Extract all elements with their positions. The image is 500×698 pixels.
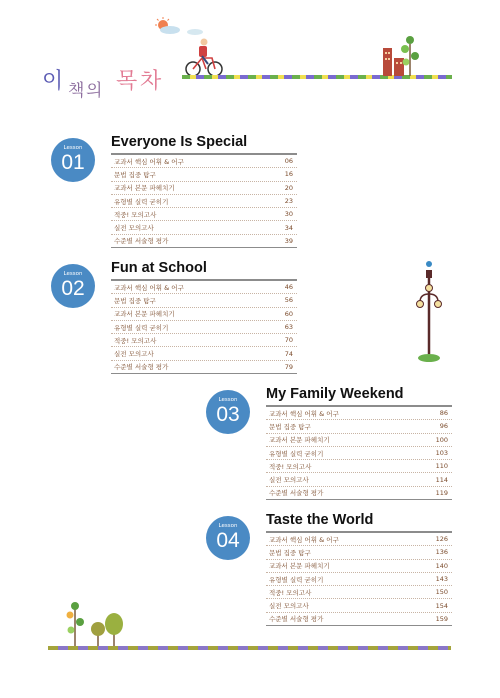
lesson-badge xyxy=(206,390,250,434)
item-name: 교과서 본문 파헤치기 xyxy=(114,310,175,319)
lesson-contents-list xyxy=(111,279,297,374)
item-page: 79 xyxy=(284,362,293,371)
list-item[interactable] xyxy=(266,546,452,559)
item-page: 110 xyxy=(435,462,448,471)
item-name: 교과서 본문 파헤치기 xyxy=(114,184,175,193)
item-page: 150 xyxy=(435,588,448,597)
title-char: 차 xyxy=(140,69,162,94)
list-item[interactable] xyxy=(111,208,297,221)
item-page: 96 xyxy=(439,422,448,431)
sun-cloud-illustration xyxy=(150,16,184,36)
item-name: 문법 집중 탐구 xyxy=(114,296,156,305)
item-page: 63 xyxy=(284,323,293,332)
item-name: 교과서 핵심 어휘 & 어구 xyxy=(114,157,184,166)
lesson-number: 02 xyxy=(61,277,85,300)
list-item[interactable] xyxy=(111,361,297,374)
list-item[interactable] xyxy=(111,235,297,248)
item-page: 16 xyxy=(284,170,293,179)
item-page: 126 xyxy=(435,535,448,544)
list-item[interactable] xyxy=(266,487,452,500)
item-name: 수준별 서술형 평가 xyxy=(269,615,324,624)
lesson-badge xyxy=(51,264,95,308)
lesson-contents-list xyxy=(111,153,297,248)
item-name: 실전 모의고사 xyxy=(269,476,309,485)
item-page: 103 xyxy=(435,449,448,458)
item-page: 23 xyxy=(284,197,293,206)
item-page: 56 xyxy=(284,296,293,305)
item-page: 114 xyxy=(435,475,448,484)
list-item[interactable] xyxy=(111,321,297,334)
item-page: 86 xyxy=(439,409,448,418)
item-page: 06 xyxy=(284,157,293,166)
item-name: 적중! 모의고사 xyxy=(269,462,312,471)
item-name: 교과서 핵심 어휘 & 어구 xyxy=(269,535,339,544)
list-item[interactable] xyxy=(266,420,452,433)
item-name: 유형별 실력 굳히기 xyxy=(269,575,324,584)
list-item[interactable] xyxy=(111,334,297,347)
title-char: 이 xyxy=(42,69,64,94)
item-name: 교과서 본문 파헤치기 xyxy=(269,562,330,571)
list-item[interactable] xyxy=(266,434,452,447)
item-page: 39 xyxy=(284,236,293,245)
item-page: 119 xyxy=(435,488,448,497)
item-page: 70 xyxy=(284,336,293,345)
item-name: 교과서 핵심 어휘 & 어구 xyxy=(114,283,184,292)
lesson-badge-label: Lesson xyxy=(63,145,83,151)
street-lamp-illustration xyxy=(414,258,444,362)
list-item[interactable] xyxy=(111,347,297,360)
item-name: 수준별 서술형 평가 xyxy=(114,363,169,372)
list-item[interactable] xyxy=(266,613,452,626)
item-name: 적중! 모의고사 xyxy=(114,336,157,345)
item-page: 140 xyxy=(435,561,448,570)
title-char: 의 xyxy=(86,81,103,101)
lesson-number: 03 xyxy=(216,403,240,426)
item-page: 136 xyxy=(435,548,448,557)
item-page: 100 xyxy=(435,435,448,444)
item-name: 수준별 서술형 평가 xyxy=(114,237,169,246)
item-page: 154 xyxy=(435,601,448,610)
item-page: 143 xyxy=(435,575,448,584)
item-name: 문법 집중 탐구 xyxy=(269,548,311,557)
list-item[interactable] xyxy=(111,195,297,208)
lesson-title: Taste the World xyxy=(266,512,374,528)
lesson-badge-label: Lesson xyxy=(218,397,238,403)
list-item[interactable] xyxy=(266,573,452,586)
list-item[interactable] xyxy=(111,294,297,307)
item-name: 유형별 실력 굳히기 xyxy=(114,197,169,206)
item-page: 20 xyxy=(284,183,293,192)
item-name: 적중! 모의고사 xyxy=(269,588,312,597)
lesson-badge xyxy=(51,138,95,182)
list-item[interactable] xyxy=(111,168,297,181)
lesson-badge-label: Lesson xyxy=(218,523,238,529)
item-name: 수준별 서술형 평가 xyxy=(269,489,324,498)
list-item[interactable] xyxy=(266,447,452,460)
item-page: 30 xyxy=(284,210,293,219)
item-name: 실전 모의고사 xyxy=(114,224,154,233)
lesson-title: My Family Weekend xyxy=(266,386,404,402)
item-name: 유형별 실력 굳히기 xyxy=(269,449,324,458)
item-page: 34 xyxy=(284,223,293,232)
item-page: 60 xyxy=(284,309,293,318)
list-item[interactable] xyxy=(266,533,452,546)
item-page: 159 xyxy=(435,614,448,623)
item-name: 교과서 핵심 어휘 & 어구 xyxy=(269,409,339,418)
list-item[interactable] xyxy=(111,221,297,234)
list-item[interactable] xyxy=(111,182,297,195)
lesson-contents-list xyxy=(266,531,452,626)
cloud-icon xyxy=(186,28,204,36)
lesson-number: 04 xyxy=(216,529,240,552)
lesson-contents-list xyxy=(266,405,452,500)
cyclist-illustration xyxy=(184,36,226,78)
lesson-badge-label: Lesson xyxy=(63,271,83,277)
item-page: 74 xyxy=(284,349,293,358)
list-item[interactable] xyxy=(111,155,297,168)
item-name: 문법 집중 탐구 xyxy=(269,422,311,431)
list-item[interactable] xyxy=(111,308,297,321)
item-name: 실전 모의고사 xyxy=(269,602,309,611)
item-page: 46 xyxy=(284,283,293,292)
list-item[interactable] xyxy=(266,560,452,573)
list-item[interactable] xyxy=(111,281,297,294)
trees-illustration xyxy=(62,600,128,646)
item-name: 문법 집중 탐구 xyxy=(114,170,156,179)
item-name: 적중! 모의고사 xyxy=(114,210,157,219)
list-item[interactable] xyxy=(266,407,452,420)
lesson-title: Fun at School xyxy=(111,260,207,276)
lesson-number: 01 xyxy=(61,151,85,174)
item-name: 실전 모의고사 xyxy=(114,350,154,359)
list-item[interactable] xyxy=(266,586,452,599)
ground-stripe xyxy=(48,646,451,650)
title-char: 책 xyxy=(68,81,85,101)
list-item[interactable] xyxy=(266,473,452,486)
item-name: 교과서 본문 파헤치기 xyxy=(269,436,330,445)
title-char: 목 xyxy=(116,69,138,94)
lesson-badge xyxy=(206,516,250,560)
item-name: 유형별 실력 굳히기 xyxy=(114,323,169,332)
tree-icon xyxy=(399,34,421,76)
list-item[interactable] xyxy=(266,460,452,473)
list-item[interactable] xyxy=(266,599,452,612)
lesson-title: Everyone Is Special xyxy=(111,134,248,150)
